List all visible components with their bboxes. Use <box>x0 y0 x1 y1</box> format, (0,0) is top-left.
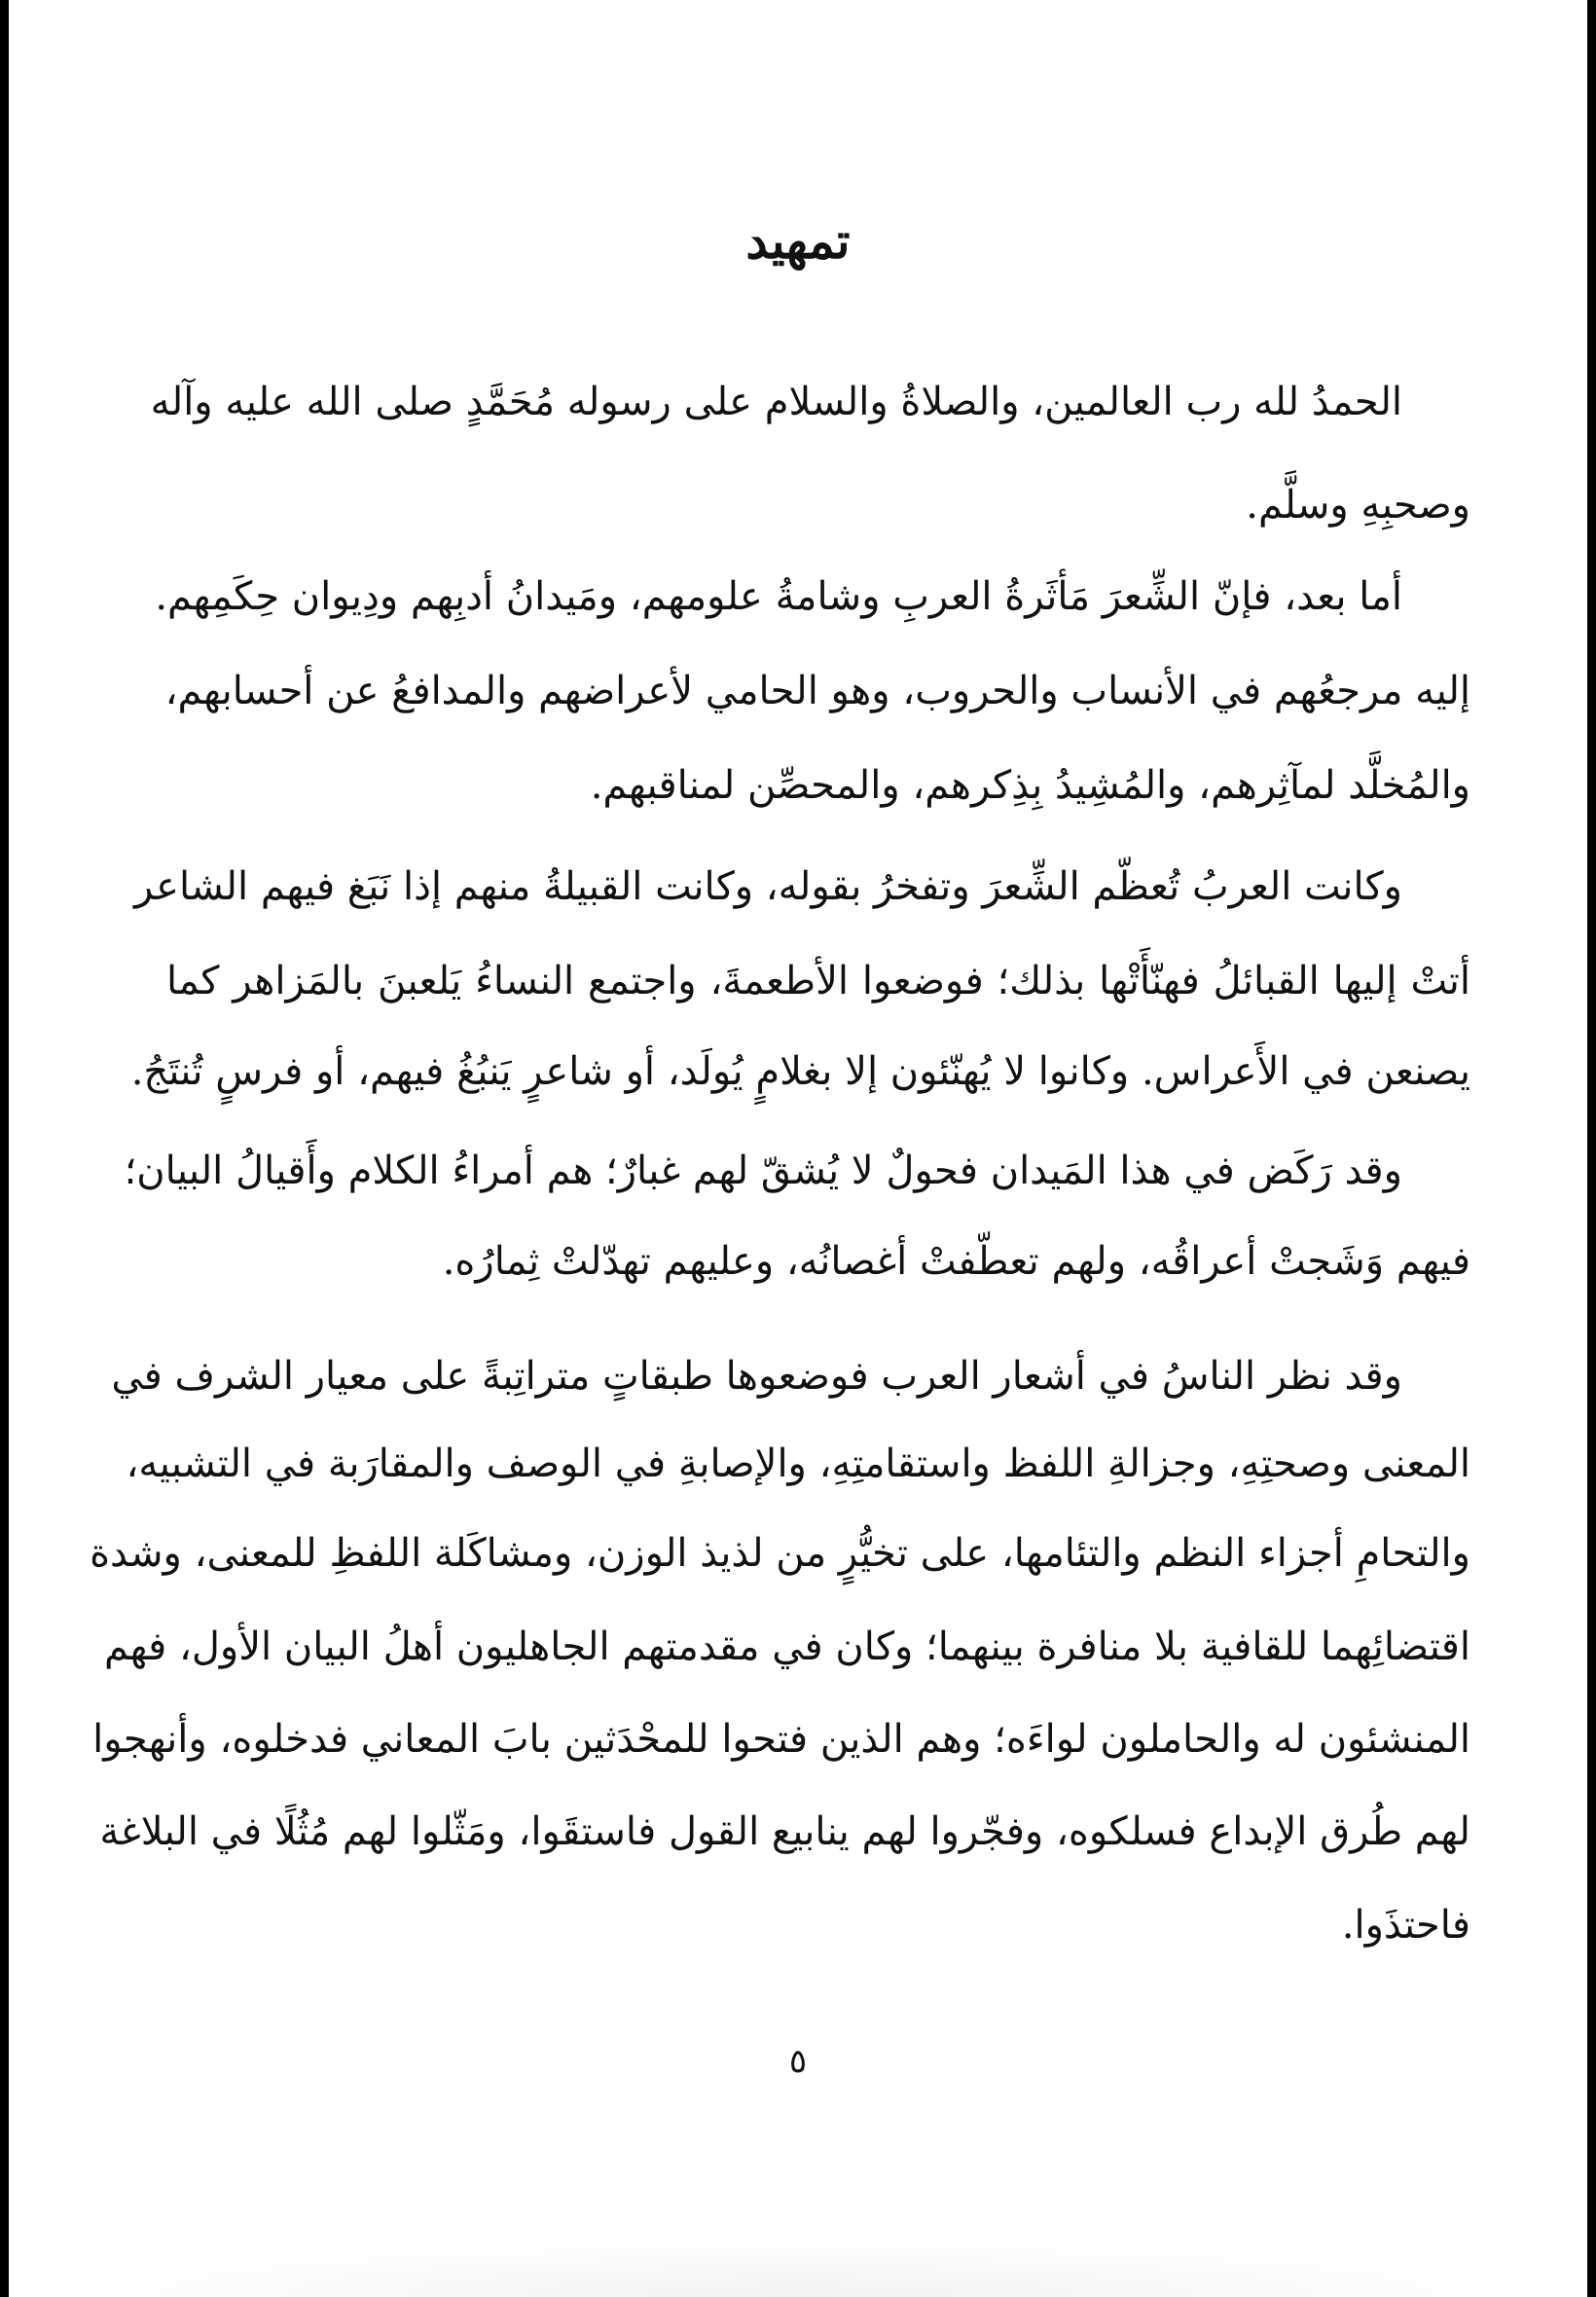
text-line: وكانت العربُ تُعظّم الشِّعرَ وتفخرُ بقوله، وكانت القبيلةُ منهم إذا نَبَغ فيهم الشاعر <box>134 864 1402 909</box>
text-line: وصحبِهِ وسلَّم. <box>1246 483 1470 528</box>
text-line: الحمدُ لله رب العالمين، والصلاةُ والسلام على رسوله مُحَمَّدٍ صلى الله عليه وآله <box>150 380 1402 424</box>
text-line: وقد نظر الناسُ في أشعار العرب فوضعوها طبقاتٍ متراتِبةً على معيار الشرف في <box>111 1354 1402 1399</box>
text-line: والمُخلَّد لمآثِرهم، والمُشِيدُ بِذِكرهم، والمحصِّن لمناقبهم. <box>590 763 1470 808</box>
text-line: يصنعن في الأَعراس. وكانوا لا يُهنّئون إلا بغلامٍ يُولَد، أو شاعرٍ يَنبُغُ فيهم، أو فرسٍ تُنتَجُ. <box>130 1049 1470 1094</box>
text-line: لهم طُرق الإبداع فسلكوه، وفجّروا لهم ينابيع القول فاستقَوا، ومَثّلوا لهم مُثُلًا في البلاغة <box>99 1809 1470 1854</box>
text-line: اقتضائِهما للقافية بلا منافرة بينهما؛ وكان في مقدمتهم الجاهليون أهلُ البيان الأول، فهم <box>104 1624 1470 1669</box>
page-number: ٥ <box>788 2042 808 2081</box>
text-line: المنشئون له والحاملون لواءَه؛ وهم الذين فتحوا للمحْدَثين بابَ المعاني فدخلوه، وأنهجوا <box>92 1717 1470 1762</box>
scan-edge-left <box>0 0 9 2297</box>
book-page <box>9 0 1587 2297</box>
text-line: فاحتذَوا. <box>1341 1903 1470 1948</box>
scan-edge-right <box>1587 0 1596 2297</box>
text-line: المعنى وصحتِهِ، وجزالةِ اللفظ واستقامتِهِ، والإصابةِ في الوصف والمقارَبة في التشبيه، <box>126 1441 1470 1486</box>
text-line: إليه مرجعُهم في الأنساب والحروب، وهو الحامي لأعراضهم والمدافعُ عن أحسابهم، <box>164 669 1470 713</box>
text-line: وقد رَكَض في هذا المَيدان فحولٌ لا يُشقّ لهم غبارٌ؛ هم أمراءُ الكلام وأَقيالُ البيان؛ <box>124 1148 1402 1193</box>
text-line: والتحامِ أجزاء النظم والتئامها، على تخيُّرٍ من لذيذ الوزن، ومشاكَلة اللفظِ للمعنى، وشدة <box>90 1531 1470 1576</box>
chapter-title: تمهيد <box>745 212 851 270</box>
text-line: أما بعد، فإنّ الشِّعرَ مَأثَرةُ العربِ وشامةُ علومهم، ومَيدانُ أدبِهم ودِيوان حِكَمِهم. <box>155 574 1402 619</box>
text-line: أتتْ إليها القبائلُ فهنّأَتْها بذلك؛ فوضعوا الأطعمةَ، واجتمع النساءُ يَلعبنَ بالمَزاهر كما <box>166 959 1470 1003</box>
text-line: فيهم وَشَجتْ أعراقُه، ولهم تعطّفتْ أغصانُه، وعليهم تهدّلتْ ثِمارُه. <box>442 1239 1470 1284</box>
